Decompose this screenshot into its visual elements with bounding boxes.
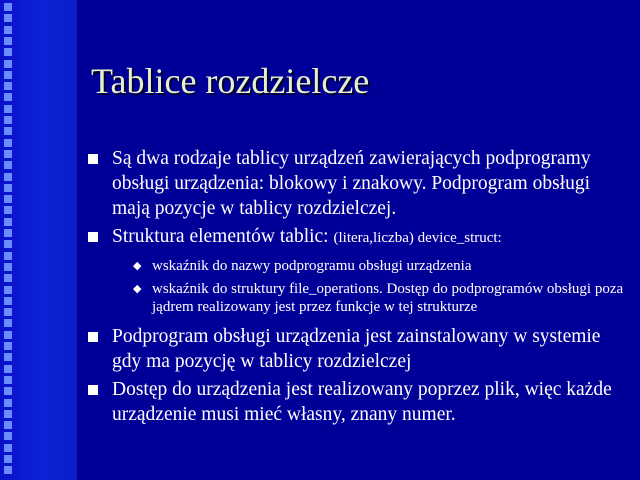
sub-bullet-text: wskaźnik do nazwy podprogramu obsługi urządzenia <box>152 258 472 274</box>
sidebar-square <box>4 3 12 11</box>
sidebar-square <box>4 82 12 90</box>
bullet-list <box>88 146 628 430</box>
sidebar-square <box>4 139 12 147</box>
sidebar-square <box>4 376 12 384</box>
bullet-text: Podprogram obsługi urządzenia jest zainstalowany w systemie gdy ma pozycję w tablicy rozdzielczej <box>112 326 601 372</box>
sidebar-square <box>4 466 12 474</box>
sidebar-square <box>4 37 12 45</box>
sidebar-square <box>4 432 12 440</box>
sidebar-square <box>4 218 12 226</box>
sidebar-square <box>4 365 12 373</box>
sidebar-square <box>4 195 12 203</box>
sidebar-square <box>4 105 12 113</box>
sidebar-square <box>4 286 12 294</box>
sidebar-square <box>4 161 12 169</box>
diamond-bullet-icon: ◆ <box>133 283 142 295</box>
sidebar-square <box>4 240 12 248</box>
sidebar-square <box>4 184 12 192</box>
bullet-item <box>88 324 628 374</box>
bullet-item <box>88 224 628 316</box>
square-bullet-icon <box>88 385 98 395</box>
diamond-bullet-icon: ◆ <box>133 260 142 272</box>
sidebar-square <box>4 48 12 56</box>
sidebar-square <box>4 319 12 327</box>
bullet-small-text: (litera,liczba) device_struct: <box>333 230 502 246</box>
sidebar-square <box>4 116 12 124</box>
square-bullet-icon <box>88 332 98 342</box>
sub-bullet-item <box>112 257 628 275</box>
sidebar-square <box>4 342 12 350</box>
sidebar-square <box>4 229 12 237</box>
sidebar-square <box>4 455 12 463</box>
sub-bullet-text: wskaźnik do struktury file_operations. Dostęp do podprogramów obsługi poza jądrem realizowany jest przez funkcje w tej strukturze <box>152 281 624 315</box>
decorative-sidebar <box>0 0 77 480</box>
sidebar-square <box>4 150 12 158</box>
sidebar-square <box>4 263 12 271</box>
sidebar-square <box>4 387 12 395</box>
sidebar-square <box>4 421 12 429</box>
sub-bullet-item <box>112 280 628 316</box>
sidebar-square <box>4 26 12 34</box>
square-bullet-icon <box>88 232 98 242</box>
sidebar-square <box>4 127 12 135</box>
sidebar-square <box>4 399 12 407</box>
square-bullet-icon <box>88 154 98 164</box>
bullet-text: Dostęp do urządzenia jest realizowany poprzez plik, więc każde urządzenie musi mieć własny, znany numer. <box>112 379 612 425</box>
sidebar-square <box>4 93 12 101</box>
sidebar-square <box>4 410 12 418</box>
bullet-item <box>88 146 628 221</box>
slide-title: Tablice rozdzielcze <box>91 61 370 101</box>
sidebar-square <box>4 297 12 305</box>
sidebar-square <box>4 173 12 181</box>
sub-bullet-list <box>112 257 628 316</box>
bullet-text: Struktura elementów tablic: <box>112 226 334 247</box>
sidebar-square <box>4 444 12 452</box>
sidebar-square <box>4 252 12 260</box>
sidebar-square <box>4 353 12 361</box>
sidebar-square <box>4 71 12 79</box>
sidebar-square <box>4 206 12 214</box>
sidebar-square <box>4 14 12 22</box>
bullet-item <box>88 377 628 427</box>
sidebar-square <box>4 308 12 316</box>
bullet-text: Są dwa rodzaje tablicy urządzeń zawierających podprogramy obsługi urządzenia: blokowy i znakowy. Podprogram obsługi mają pozycje w tablicy rozdzielczej. <box>112 148 591 219</box>
sidebar-square <box>4 60 12 68</box>
sidebar-square <box>4 331 12 339</box>
sidebar-square <box>4 274 12 282</box>
